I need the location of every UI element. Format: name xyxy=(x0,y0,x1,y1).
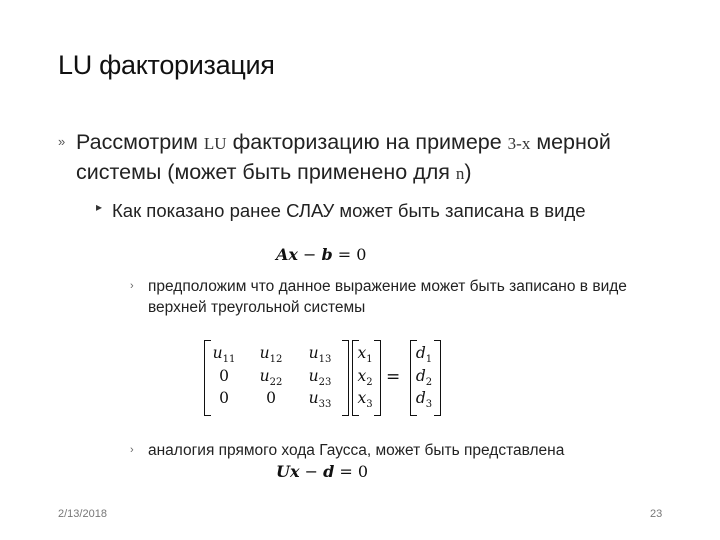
vector-d1: $d_1$ xyxy=(415,344,433,366)
slide-title: LU факторизация xyxy=(58,50,275,80)
matrix-cell-zero: 0 xyxy=(219,389,229,407)
matrix-cell-u23: $u_{23}$ xyxy=(308,367,332,389)
equation-ux-d xyxy=(276,462,368,481)
vector-x1: $x_1$ xyxy=(357,344,373,366)
dimension-label: 3-х xyxy=(507,134,531,153)
matrix-cell-u13: $u_{13}$ xyxy=(308,344,332,366)
vector-d3: $d_3$ xyxy=(415,389,433,411)
matrix-cell-u12: $u_{12}$ xyxy=(259,344,283,366)
text-fragment: факторизацию на примере xyxy=(226,130,508,154)
eq-operator: − xyxy=(297,245,322,264)
equation-ax-b xyxy=(276,245,366,264)
eq-rhs: = 0 xyxy=(334,462,369,481)
bullet-level3-text: аналогия прямого хода Гаусса, может быть представлена xyxy=(148,442,565,459)
matrix-cell-u22: $u_{22}$ xyxy=(259,367,283,389)
bullet-level3-text: предположим что данное выражение может быть записано в виде верхней треугольной системы xyxy=(148,278,627,316)
matrix-cell-zero: 0 xyxy=(266,389,276,407)
vector-d2: $d_2$ xyxy=(415,367,433,389)
eq-term: b xyxy=(321,245,333,264)
text-fragment: может быть применено для xyxy=(174,160,456,184)
eq-operator: − xyxy=(299,462,324,481)
text-fragment: мерной системы ( xyxy=(76,130,611,184)
footer-date: 2/13/2018 xyxy=(58,508,107,520)
triangle-bullet-icon: ▸ xyxy=(96,200,103,214)
eq-rhs: = 0 xyxy=(332,245,367,264)
matrix-cell-zero: 0 xyxy=(219,367,229,385)
bullet-level2-text: Как показано ранее СЛАУ может быть записана в виде xyxy=(112,200,586,221)
lu-abbrev: LU xyxy=(203,134,227,153)
chevron-bullet-icon: › xyxy=(130,280,134,292)
page-number: 23 xyxy=(650,508,663,520)
matrix-cell-u11: $u_{11}$ xyxy=(212,344,236,366)
text-fragment: Рассмотрим xyxy=(76,130,204,154)
equals-sign: = xyxy=(386,367,401,387)
matrix-cell-u33: $u_{33}$ xyxy=(308,389,332,411)
vector-x2: $x_2$ xyxy=(357,367,373,389)
eq-term: Ux xyxy=(276,462,300,481)
eq-term: Ax xyxy=(276,245,298,264)
chevron-bullet-icon: › xyxy=(130,444,134,456)
text-fragment: ) xyxy=(464,160,472,184)
eq-term: d xyxy=(323,462,335,481)
vector-x3: $x_3$ xyxy=(357,389,373,411)
n-symbol: n xyxy=(455,164,465,183)
bullet-level1-text xyxy=(76,128,676,188)
bullet-marker-icon: » xyxy=(58,134,66,149)
